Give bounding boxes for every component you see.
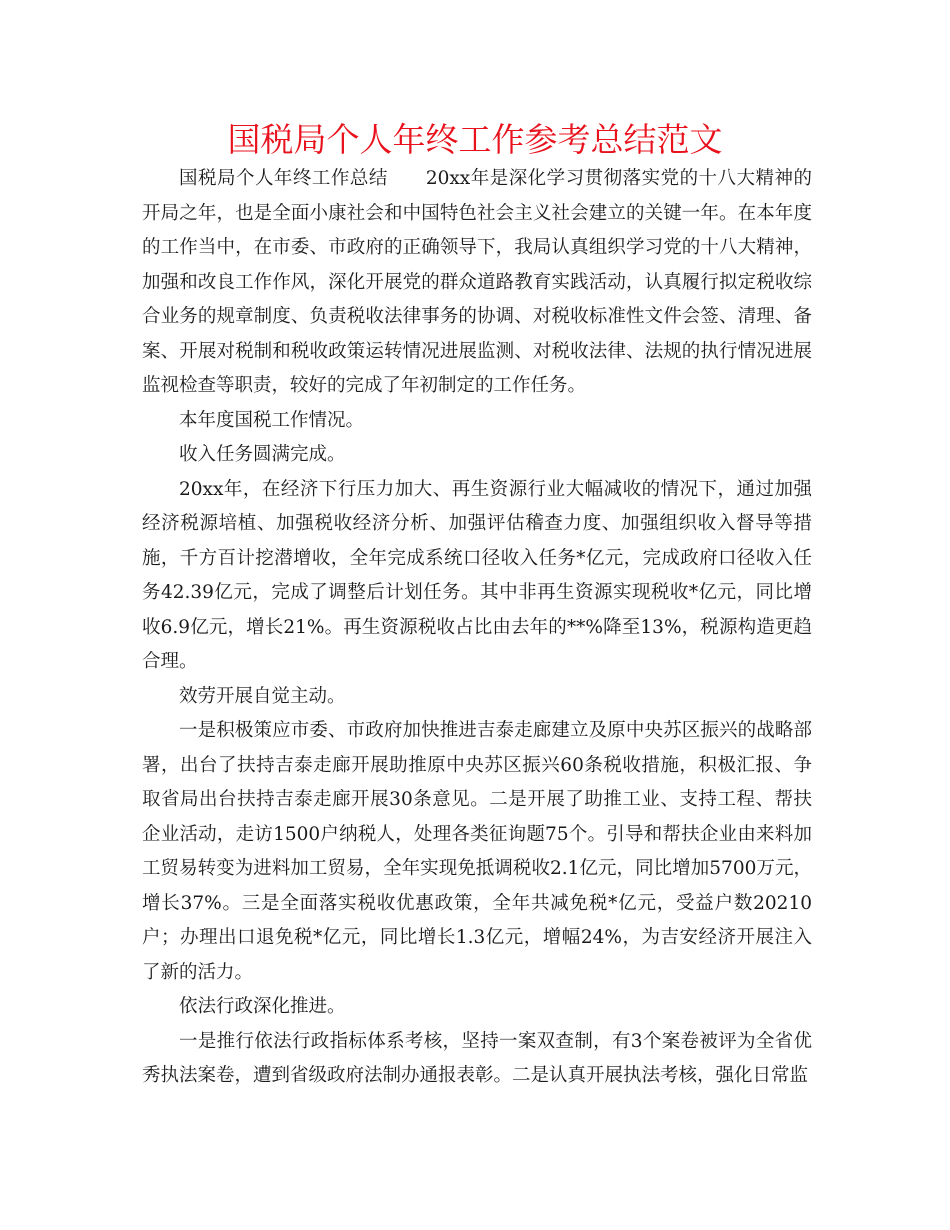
paragraph-intro: 国税局个人年终工作总结 20xx年是深化学习贯彻落实党的十八大精神的开局之年，也是全面小康社会和中国特色社会主义社会建立的关键一年。在本年度的工作当中，在市委、市政府的正确领导下，我局认真组织学习党的十八大精神，加强和改良工作作风，深化开展党的群众道路教育实践活动，认真履行拟定税收综合业务的规章制度、负责税收法律事务的协调、对税收标准性文件会签、清理、备案、开展对税制和税收政策运转情况进展监测、对税收法律、法规的执行情况进展监视检查等职责，较好的完成了年初制定的工作任务。 (142, 168, 812, 396)
paragraph-service-heading: 效劳开展自觉主动。 (179, 685, 346, 707)
paragraph-law: 一是推行依法行政指标体系考核，坚持一案双查制，有3个案卷被评为全省优秀执法案卷，遭到省级政府法制办通报表彰。二是认真开展执法考核，强化日常监 (142, 1030, 812, 1086)
paragraph-service: 一是积极策应市委、市政府加快推进吉泰走廊建立及原中央苏区振兴的战略部署，出台了扶持吉泰走廊开展助推原中央苏区振兴60条税收措施，积极汇报、争取省局出台扶持吉泰走廊开展30条意见。二是开展了助推工业、支持工程、帮扶企业活动，走访1500户纳税人，处理各类征询题75个。引导和帮扶企业由来料加工贸易转变为进料加工贸易，全年实现免抵调税收2.1亿元，同比增加5700万元，增长37%。三是全面落实税收优惠政策，全年共减免税*亿元，受益户数20210户；办理出口退免税*亿元，同比增长1.3亿元，增幅24%，为吉安经济开展注入了新的活力。 (142, 720, 812, 983)
document-body (142, 162, 812, 1094)
paragraph-revenue: 20xx年，在经济下行压力加大、再生资源行业大幅减收的情况下，通过加强经济税源培植、加强税收经济分析、加强评估稽查力度、加强组织收入督导等措施，千方百计挖潜增收，全年完成系统口径收入任务*亿元，完成政府口径收入任务42.39亿元，完成了调整后计划任务。其中非再生资源实现税收*亿元，同比增收6.9亿元，增长21%。再生资源税收占比由去年的**%降至13%，税源构造更趋合理。 (142, 478, 812, 672)
paragraph-revenue-heading: 收入任务圆满完成。 (179, 444, 346, 465)
document-title: 国税局个人年终工作参考总结范文 (227, 120, 723, 159)
paragraph-section-heading: 本年度国税工作情况。 (179, 409, 365, 431)
paragraph-law-heading: 依法行政深化推进。 (179, 996, 346, 1017)
